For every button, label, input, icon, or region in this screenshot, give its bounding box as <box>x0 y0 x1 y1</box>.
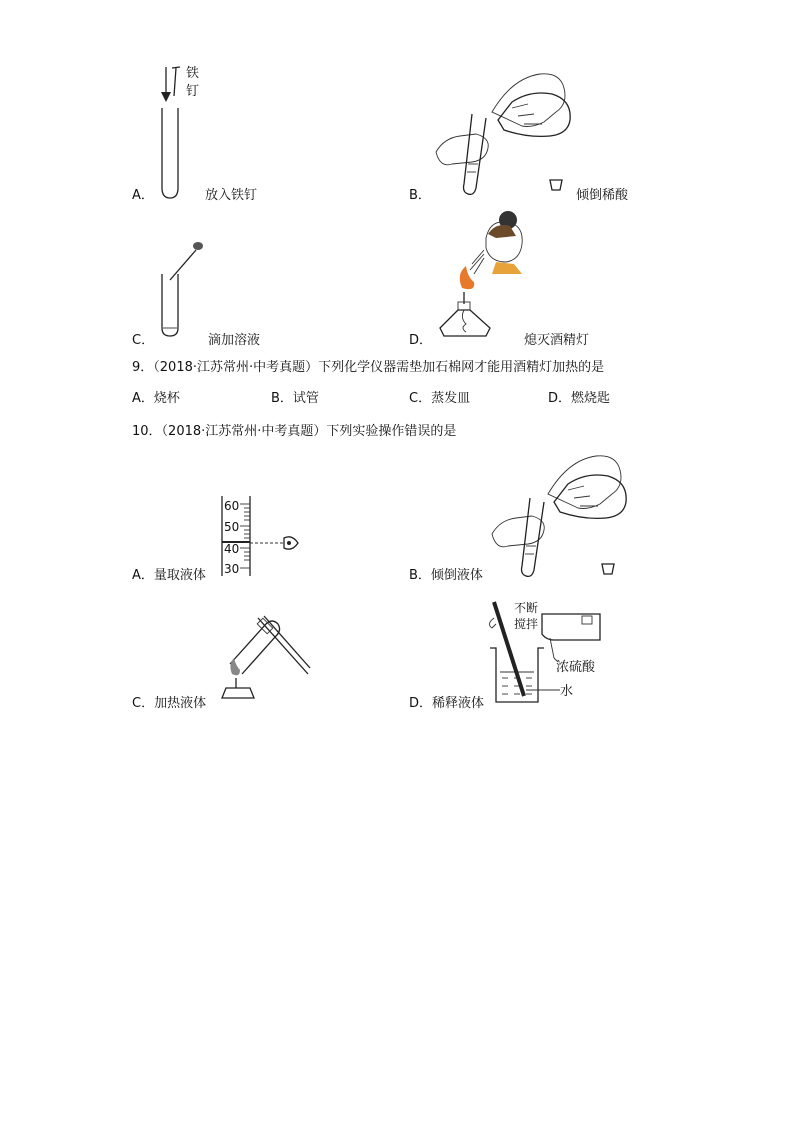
option-letter: D． <box>409 333 433 348</box>
heating-liquid-figure <box>218 608 318 708</box>
option-caption: D．稀释液体 <box>409 696 485 711</box>
option-caption: 熄灭酒精灯 <box>524 333 590 348</box>
option-caption: C．加热液体 <box>132 696 207 711</box>
option-caption: A．量取液体 <box>132 568 206 583</box>
stir-label-1: 不断 <box>514 601 539 615</box>
option-a: A．烧杯 <box>132 391 180 406</box>
question-stem: 9．（2018·江苏常州·中考真题）下列化学仪器需垫加石棉网才能用酒精灯加热的是 <box>132 360 605 375</box>
tick-label-60: 60 <box>224 499 240 513</box>
option-caption: 滴加溶液 <box>208 333 261 348</box>
tick-label-30: 30 <box>224 562 240 576</box>
option-letter: A． <box>132 188 154 203</box>
option-letter: C． <box>132 333 155 348</box>
test-tube-nail-figure <box>150 62 210 202</box>
option-caption: 倾倒稀酸 <box>576 188 629 203</box>
tick-label-50: 50 <box>224 520 240 534</box>
question-stem: 10．（2018·江苏常州·中考真题）下列实验操作错误的是 <box>132 424 457 439</box>
stir-label-2: 搅拌 <box>514 617 539 631</box>
option-caption: 放入铁钉 <box>205 188 258 203</box>
option-letter: B． <box>409 188 431 203</box>
tick-label-40: 40 <box>224 542 240 556</box>
option-caption: B．倾倒液体 <box>409 568 483 583</box>
nail-label-2: 钉 <box>186 84 200 99</box>
water-label: 水 <box>560 684 574 699</box>
pouring-liquid-figure <box>488 454 648 584</box>
dropper-tube-figure <box>158 236 218 346</box>
acid-label: 浓硫酸 <box>556 660 596 675</box>
option-d: D．燃烧匙 <box>548 391 611 406</box>
pouring-acid-figure <box>432 68 592 198</box>
blow-lamp-figure <box>436 208 546 348</box>
option-c: C．蒸发皿 <box>409 391 471 406</box>
option-b: B．试管 <box>271 391 319 406</box>
diluting-acid-figure <box>484 598 614 708</box>
nail-label-1: 铁 <box>186 66 200 81</box>
